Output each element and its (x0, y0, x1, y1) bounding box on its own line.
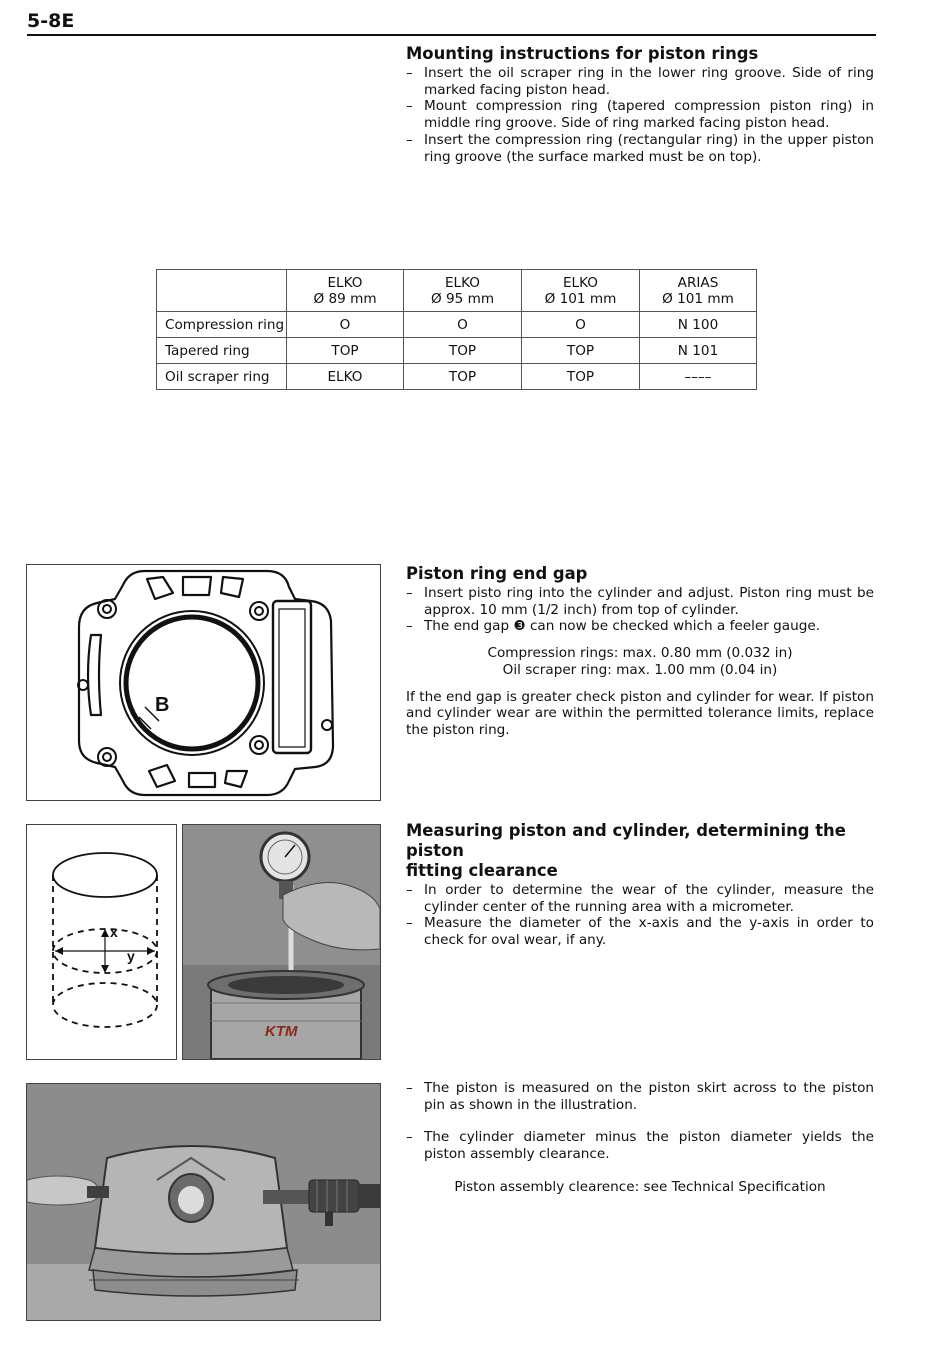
table-header-cell: ELKO Ø 101 mm (522, 270, 640, 312)
table-cell: TOP (404, 364, 522, 390)
section-title: Measuring piston and cylinder, determining the piston fitting clearance (406, 821, 846, 880)
y-axis-label: y (127, 948, 135, 964)
table-cell: O (404, 312, 522, 338)
section-piston-measure (406, 1080, 874, 1196)
spec-line: Compression rings: max. 0.80 mm (0.032 in) (487, 645, 793, 662)
section-title: Mounting instructions for piston rings (406, 44, 759, 63)
ktm-logo: KTM (265, 1023, 298, 1040)
spec-values (406, 645, 874, 678)
cylinder-gasket-drawing (27, 565, 380, 800)
x-axis-label: x (110, 924, 118, 940)
table-cell: TOP (404, 338, 522, 364)
section-measuring (406, 821, 874, 949)
end-gap-figure (26, 564, 381, 801)
table-header-cell: ARIAS Ø 101 mm (640, 270, 757, 312)
list-item: – The end gap ❸ can now be checked which a feeler gauge. (406, 618, 874, 635)
section-end-gap (406, 564, 874, 739)
cylinder-axis-figure (26, 824, 177, 1060)
piston-ring-table (156, 269, 757, 390)
list-item: – Insert the compression ring (rectangular ring) in the upper piston ring groove (the surface marked must be on top). (406, 132, 874, 165)
table-cell: TOP (522, 364, 640, 390)
table-row (157, 364, 757, 390)
table-cell: TOP (287, 338, 404, 364)
table-header-cell: ELKO Ø 89 mm (287, 270, 404, 312)
table-cell: N 101 (640, 338, 757, 364)
list-item: – The piston is measured on the piston skirt across to the piston pin as shown in the illustration. (406, 1080, 874, 1113)
table-cell: N 100 (640, 312, 757, 338)
spec-line: Oil scraper ring: max. 1.00 mm (0.04 in) (502, 661, 778, 678)
table-row (157, 312, 757, 338)
table-cell: –––– (640, 364, 757, 390)
row-label: Compression ring (157, 312, 287, 338)
list-item: – In order to determine the wear of the cylinder, measure the cylinder center of the running area with a micrometer. (406, 882, 874, 915)
header-rule (27, 34, 876, 36)
instruction-list (406, 65, 874, 165)
paragraph: If the end gap is greater check piston and cylinder for wear. If piston and cylinder wear are within the permitted tolerance limits, replace the piston ring. (406, 688, 874, 738)
table-row (157, 338, 757, 364)
section-mounting-instructions (406, 44, 874, 165)
list-item: – Insert the oil scraper ring in the lower ring groove. Side of ring marked facing piston head. (406, 65, 874, 98)
instruction-list (406, 1080, 874, 1163)
table-cell: O (522, 312, 640, 338)
row-label: Tapered ring (157, 338, 287, 364)
table-corner-cell (157, 270, 287, 312)
spec-line: Piston assembly clearence: see Technical Specification (454, 1178, 826, 1195)
list-item: – Insert pisto ring into the cylinder and adjust. Piston ring must be approx. 10 mm (1/2 inch) from top of cylinder. (406, 585, 874, 618)
section-title: Piston ring end gap (406, 564, 588, 583)
list-item: – The cylinder diameter minus the piston diameter yields the piston assembly clearance. (406, 1129, 874, 1162)
instruction-list (406, 882, 874, 949)
dial-gauge-illustration (183, 825, 380, 1059)
gap-label: B (155, 694, 170, 716)
table-header-cell: ELKO Ø 95 mm (404, 270, 522, 312)
instruction-list (406, 585, 874, 635)
table-header-row (157, 270, 757, 312)
list-item: – Mount compression ring (tapered compression piston ring) in middle ring groove. Side of ring marked facing piston head. (406, 98, 874, 131)
table-cell: O (287, 312, 404, 338)
piston-micrometer-illustration (27, 1084, 380, 1320)
dial-gauge-photo (182, 824, 381, 1060)
table-cell: ELKO (287, 364, 404, 390)
piston-micrometer-photo (26, 1083, 381, 1321)
table-cell: TOP (522, 338, 640, 364)
page-number: 5-8E (27, 10, 75, 32)
row-label: Oil scraper ring (157, 364, 287, 390)
list-item: – Measure the diameter of the x-axis and the y-axis in order to check for oval wear, if any. (406, 915, 874, 948)
cylinder-axis-drawing (27, 825, 176, 1059)
